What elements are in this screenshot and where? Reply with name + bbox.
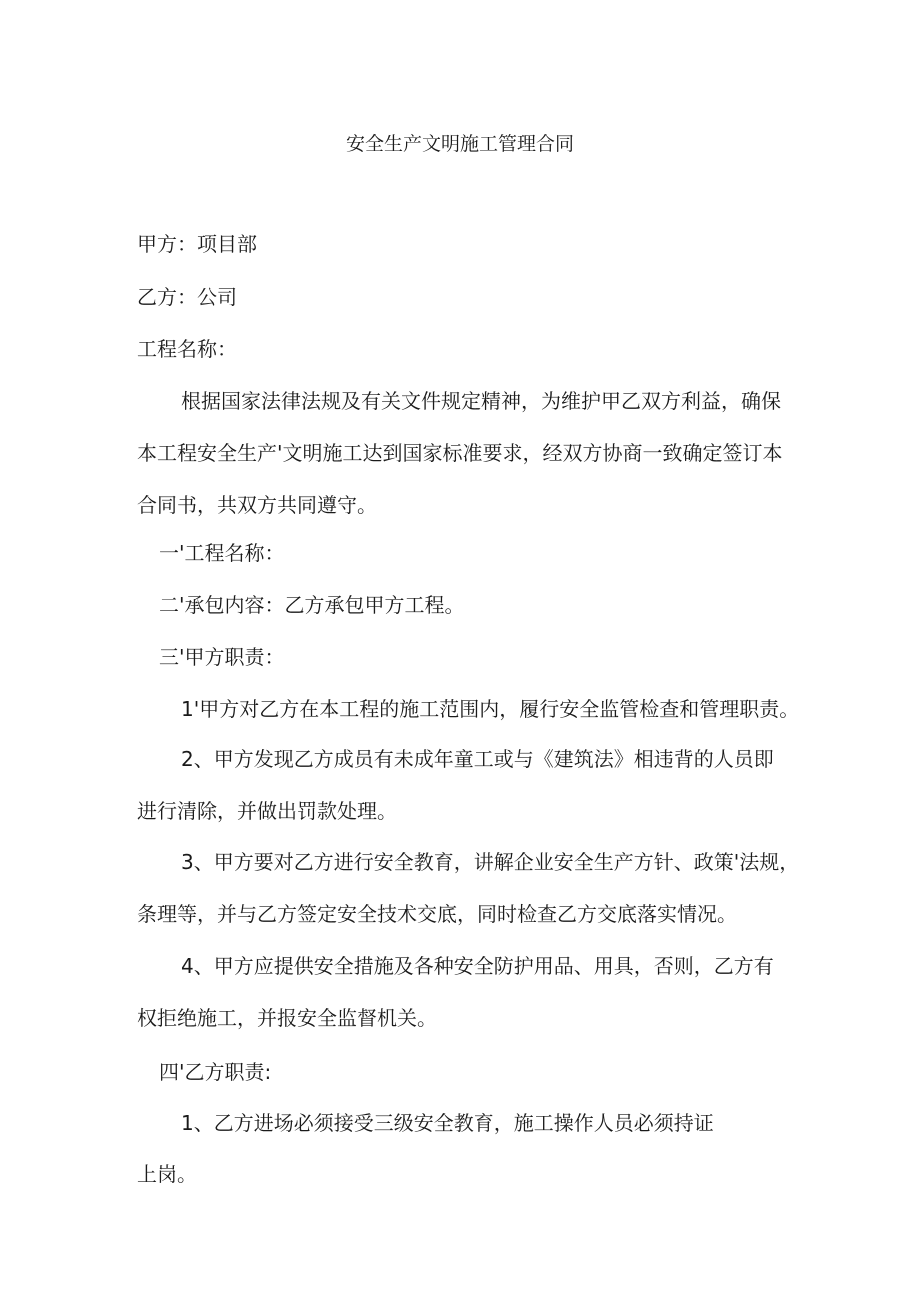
section-3-heading: 三'甲方职责： — [159, 645, 285, 669]
section-3-item-3-line-1: 3、甲方要对乙方进行安全教育，讲解企业安全生产方针、政策'法规， — [181, 850, 800, 874]
section-2-line: 二'承包内容：乙方承包甲方工程。 — [159, 593, 465, 617]
preamble-line-2: 本工程安全生产'文明施工达到国家标准要求，经双方协商一致确定签订本 — [137, 441, 783, 465]
section-3-item-4-line-2: 权拒绝施工，并报安全监督机关。 — [137, 1006, 437, 1030]
section-4-heading: 四'乙方职责: — [159, 1060, 272, 1084]
party-b-line: 乙方：公司 — [137, 285, 237, 309]
preamble-line-3: 合同书，共双方共同遵守。 — [137, 493, 377, 517]
section-4-item-1-line-2: 上岗。 — [137, 1162, 197, 1186]
party-a-line: 甲方：项目部 — [137, 232, 257, 256]
document-title: 安全生产文明施工管理合同 — [345, 133, 574, 155]
section-3-item-2-line-1: 2、甲方发现乙方成员有未成年童工或与《建筑法》相违背的人员即 — [181, 747, 774, 771]
section-3-item-4-line-1: 4、甲方应提供安全措施及各种安全防护用品、用具，否则，乙方有 — [181, 954, 774, 978]
section-4-item-1-line-1: 1、乙方进场必须接受三级安全教育，施工操作人员必须持证 — [181, 1111, 714, 1135]
section-3-item-1-line-1: 1'甲方对乙方在本工程的施工范围内，履行安全监管检查和管理职责。 — [181, 697, 800, 721]
section-3-item-2-line-2: 进行清除，并做出罚款处理。 — [137, 799, 397, 823]
section-3-item-3-line-2: 条理等，并与乙方签定安全技术交底，同时检查乙方交底落实情况。 — [137, 902, 737, 926]
project-name-line: 工程名称： — [137, 337, 237, 361]
preamble-line-1: 根据国家法律法规及有关文件规定精神，为维护甲乙双方利益，确保 — [181, 389, 781, 413]
section-1-heading: 一'工程名称： — [159, 541, 285, 565]
